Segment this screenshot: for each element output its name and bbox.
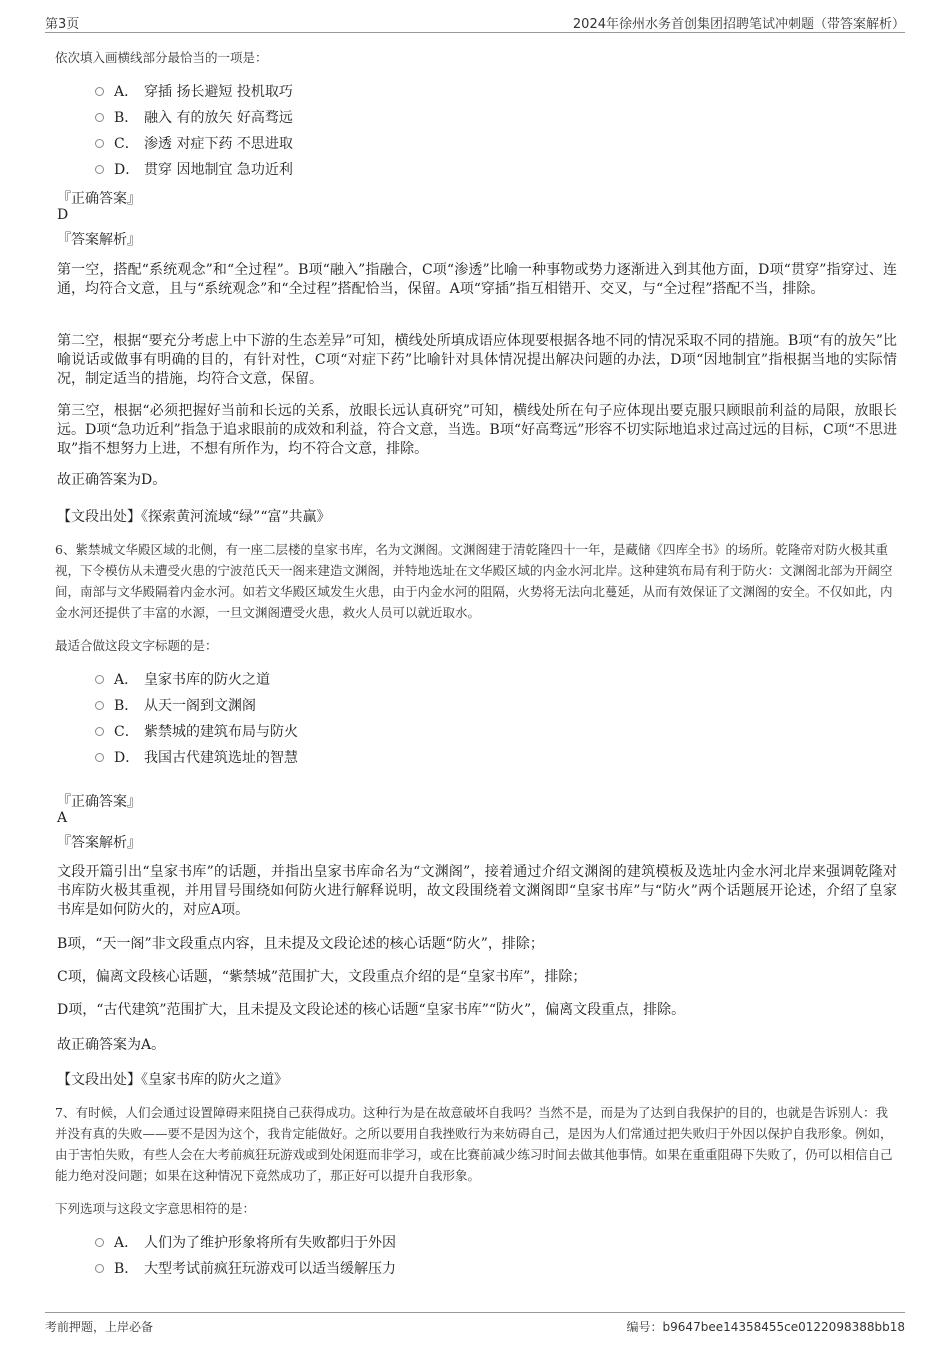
q7-option-b[interactable]: B． 大型考试前疯狂玩游戏可以适当缓解压力 — [95, 1255, 396, 1281]
q5-option-b[interactable]: B． 融入 有的放矢 好高骛远 — [95, 104, 293, 130]
q5-answer-label: 『正确答案』 — [57, 191, 141, 207]
radio-icon[interactable] — [95, 1264, 104, 1273]
radio-icon[interactable] — [95, 139, 104, 148]
radio-icon[interactable] — [95, 675, 104, 684]
q5-analysis-paragraph-2: 第二空，根据“要充分考虑上中下游的生态差异”可知，横线处所填成语应体现要根据各地不同的情况采取不同的措施。B项“有的放矢”比喻说话或做事有明确的目的，有针对性，C项“对症下药”比喻针对具体情况提出解决问题的办法，D项“因地制宜”指根据当地的实际情况，制定适当的措施，均符合文意，保留。 — [57, 333, 897, 387]
q5-analysis-label: 『答案解析』 — [57, 232, 141, 248]
q6-answer: A — [57, 810, 68, 826]
q6-conclusion: 故正确答案为A。 — [57, 1037, 166, 1053]
q6-option-d[interactable]: D． 我国古代建筑选址的智慧 — [95, 744, 298, 770]
document-serial: 编号：b9647bee14358455ce0122098388bb18 — [626, 1320, 905, 1334]
q5-analysis-paragraph-3: 第三空，根据“必须把握好当前和长远的关系，放眼长远认真研究”可知，横线处所在句子应体现出要克服只顾眼前利益的局限，放眼长远。D项“急功近利”指急于追求眼前的成效和利益，符合文意，当选。B项“好高骛远”形容不切实际地追求过高过远的目标，C项“不思进取”指不想努力上进，不想有所作为，均不符合文意，排除。 — [57, 403, 897, 457]
radio-icon[interactable] — [95, 727, 104, 736]
radio-icon[interactable] — [95, 753, 104, 762]
radio-icon[interactable] — [95, 701, 104, 710]
radio-icon[interactable] — [95, 1238, 104, 1247]
q7-options — [95, 1229, 396, 1281]
q7-prompt: 下列选项与这段文字意思相符的是： — [55, 1201, 256, 1216]
q5-prompt: 依次填入画横线部分最恰当的一项是： — [55, 50, 268, 65]
q6-analysis-paragraph-3: C项，偏离文段核心话题，“紫禁城”范围扩大，文段重点介绍的是“皇家书库”，排除； — [57, 969, 587, 985]
document-title: 2024年徐州水务首创集团招聘笔试冲刺题（带答案解析） — [572, 17, 905, 32]
radio-icon[interactable] — [95, 113, 104, 122]
q6-analysis-paragraph-4: D项，“古代建筑”范围扩大，且未提及文段论述的核心话题“皇家书库”“防火”，偏离文段重点，排除。 — [57, 1002, 686, 1018]
footer-slogan: 考前押题，上岸必备 — [45, 1320, 154, 1334]
q6-answer-label: 『正确答案』 — [57, 794, 141, 810]
q5-option-a[interactable]: A． 穿插 扬长避短 投机取巧 — [95, 78, 293, 104]
q5-source: 【文段出处】《探索黄河流域“绿”“富”共赢》 — [57, 509, 331, 525]
q6-prompt: 最适合做这段文字标题的是： — [55, 638, 218, 653]
q5-option-c[interactable]: C． 渗透 对症下药 不思进取 — [95, 130, 293, 156]
q5-answer: D — [57, 207, 69, 223]
q6-option-b[interactable]: B． 从天一阁到文渊阁 — [95, 692, 298, 718]
q6-analysis-label: 『答案解析』 — [57, 835, 141, 851]
q6-source: 【文段出处】《皇家书库的防火之道》 — [57, 1072, 288, 1088]
q6-option-c[interactable]: C． 紫禁城的建筑布局与防火 — [95, 718, 298, 744]
q5-conclusion: 故正确答案为D。 — [57, 472, 167, 488]
page-footer — [45, 1312, 905, 1337]
q6-options — [95, 666, 298, 770]
q6-analysis-paragraph-2: B项，“天一阁”非文段重点内容，且未提及文段论述的核心话题“防火”，排除； — [57, 936, 544, 952]
radio-icon[interactable] — [95, 165, 104, 174]
q5-analysis-paragraph-1: 第一空，搭配“系统观念”和“全过程”。B项“融入”指融合，C项“渗透”比喻一种事物或势力逐渐进入到其他方面，D项“贯穿”指穿过、连通，均符合文意，且与“系统观念”和“全过程”搭配恰当，保留。A项“穿插”指互相错开、交叉，与“全过程”搭配不当，排除。 — [57, 262, 897, 297]
q6-analysis-paragraph-1: 文段开篇引出“皇家书库”的话题，并指出皇家书库命名为“文渊阁”，接着通过介绍文渊阁的建筑模板及选址内金水河北岸来强调乾隆对书库防火极其重视，并用冒号围绕如何防火进行解释说明，故文段围绕着文渊阁即“皇家书库”与“防火”两个话题展开论述，介绍了皇家书库是如何防火的，对应A项。 — [57, 864, 897, 918]
page-header — [45, 10, 905, 33]
page-number: 第3页 — [45, 17, 80, 32]
q7-option-a[interactable]: A． 人们为了维护形象将所有失败都归于外因 — [95, 1229, 396, 1255]
q6-option-a[interactable]: A． 皇家书库的防火之道 — [95, 666, 298, 692]
q5-option-d[interactable]: D． 贯穿 因地制宜 急功近利 — [95, 156, 293, 182]
q6-passage: 6、紫禁城文华殿区域的北侧，有一座二层楼的皇家书库，名为文渊阁。文渊阁建于清乾隆四十一年，是藏储《四库全书》的场所。乾隆帝对防火极其重视，下令模仿从未遭受火患的宁波范氏天一阁来建造文渊阁，并特地选址在文华殿区域的内金水河北岸。这种建筑布局有利于防火：文渊阁北部为开阔空间，南部与文华殿隔着内金水河。如若文华殿区域发生火患，由于内金水河的阻隔，火势将无法向北蔓延，从而有效保证了文渊阁的安全。不仅如此，内金水河还提供了丰富的水源，一旦文渊阁遭受火患，救火人员可以就近取水。 — [55, 542, 893, 620]
radio-icon[interactable] — [95, 87, 104, 96]
q5-options — [95, 78, 293, 182]
q7-passage: 7、有时候，人们会通过设置障碍来阻挠自己获得成功。这种行为是在故意破坏自我吗？当然不是，而是为了达到自我保护的目的，也就是告诉别人：我并没有真的失败——要不是因为这个，我肯定能做好。之所以要用自我挫败行为来妨碍自己，是因为人们常通过把失败归于外因以保护自我形象。例如，由于害怕失败，有些人会在大考前疯狂玩游戏或到处闲逛而非学习，或在比赛前减少练习时间去做其他事情。如果在重重阻碍下失败了，仍可以相信自己能力绝对没问题；如果在这种情况下竟然成功了，那正好可以提升自我形象。 — [55, 1105, 893, 1183]
